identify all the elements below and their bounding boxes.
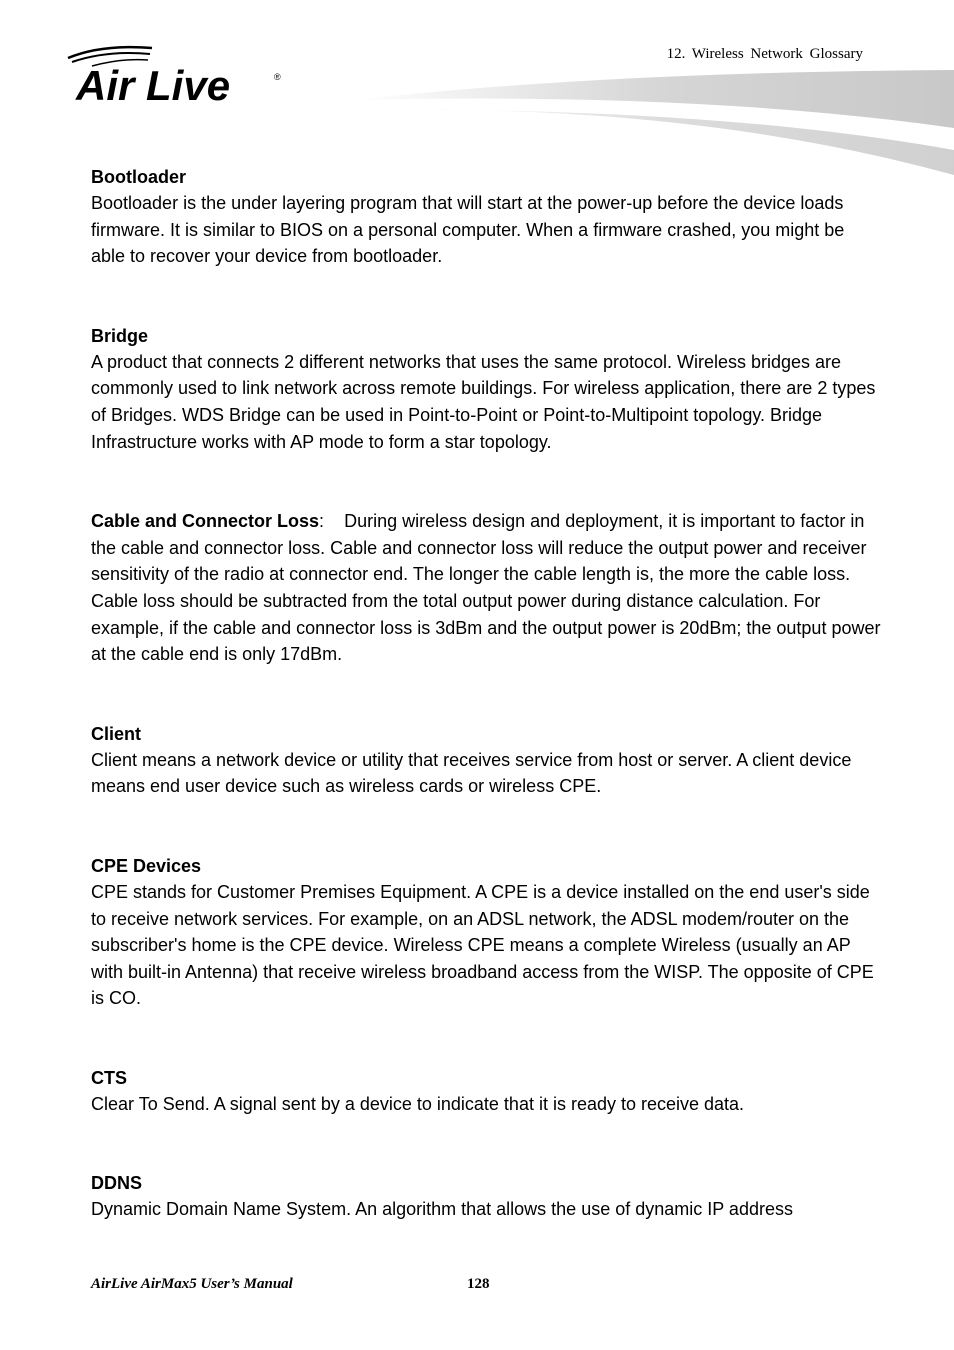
svg-text:®: ® [274, 72, 281, 82]
glossary-content [91, 164, 881, 1276]
entry-term: DDNS [91, 1173, 143, 1194]
entry-term: CPE Devices [91, 855, 202, 876]
entry-term: CTS [91, 1067, 127, 1088]
entry-term: Bridge [91, 325, 149, 346]
chapter-title: 12. Wireless Network Glossary [666, 46, 863, 62]
glossary-entry-bootloader [91, 164, 881, 270]
footer-manual-title: AirLive AirMax5 User’s Manual [91, 1276, 293, 1292]
glossary-entry-cpe-devices [91, 853, 881, 1012]
logo-text: Air Live [76, 62, 231, 108]
airlive-logo [62, 40, 292, 108]
footer-page-number: 128 [467, 1276, 490, 1292]
glossary-entry-ddns [91, 1170, 881, 1223]
glossary-entry-cts [91, 1065, 881, 1118]
entry-definition: Dynamic Domain Name System. An algorithm that allows the use of dynamic IP address [91, 1199, 793, 1220]
term-separator: : [319, 511, 325, 532]
glossary-entry-client [91, 721, 881, 800]
entry-definition: Client means a network device or utility that receives service from host or server. A client device means end user device such as wireless cards or wireless CPE. [91, 749, 852, 797]
entry-definition: A product that connects 2 different networks that uses the same protocol. Wireless bridges are commonly used to link network across remote buildings. For wireless application, there are 2 types of Bridges. WDS Bridge can be used in Point-to-Point or Point-to-Multipoint topology. Bridge Infrastructure works with AP mode to form a star topology. [91, 351, 876, 452]
glossary-entry-cable-connector-loss [91, 508, 881, 668]
entry-inline [91, 508, 881, 668]
entry-definition: During wireless design and deployment, it is important to factor in the cable and connector loss. Cable and connector loss will reduce the output power and receiver sensitivity of the radio at connector end. The longer the cable length is, the more the cable loss. Cable loss should be subtracted from the total output power during distance calculation. For example, if the cable and connector loss is 3dBm and the output power is 20dBm; the output power at the cable end is only 17dBm. [91, 511, 881, 665]
entry-definition: Bootloader is the under layering program that will start at the power-up before the device loads firmware. It is similar to BIOS on a personal computer. When a firmware crashed, you might be able to recover your device from bootloader. [91, 193, 845, 267]
entry-term: Client [91, 723, 142, 744]
entry-definition: Clear To Send. A signal sent by a device to indicate that it is ready to receive data. [91, 1093, 745, 1114]
glossary-entry-bridge [91, 323, 881, 455]
entry-term: Bootloader [91, 167, 187, 187]
entry-term: Cable and Connector Loss [91, 511, 320, 532]
entry-definition: CPE stands for Customer Premises Equipment. A CPE is a device installed on the end user's side to receive network services. For example, on an ADSL network, the ADSL modem/router on the subscriber's home is the CPE device. Wireless CPE means a complete Wireless (usually an AP with built-in Antenna) that receive wireless broadband access from the WISP. The opposite of CPE is CO. [91, 881, 874, 1009]
